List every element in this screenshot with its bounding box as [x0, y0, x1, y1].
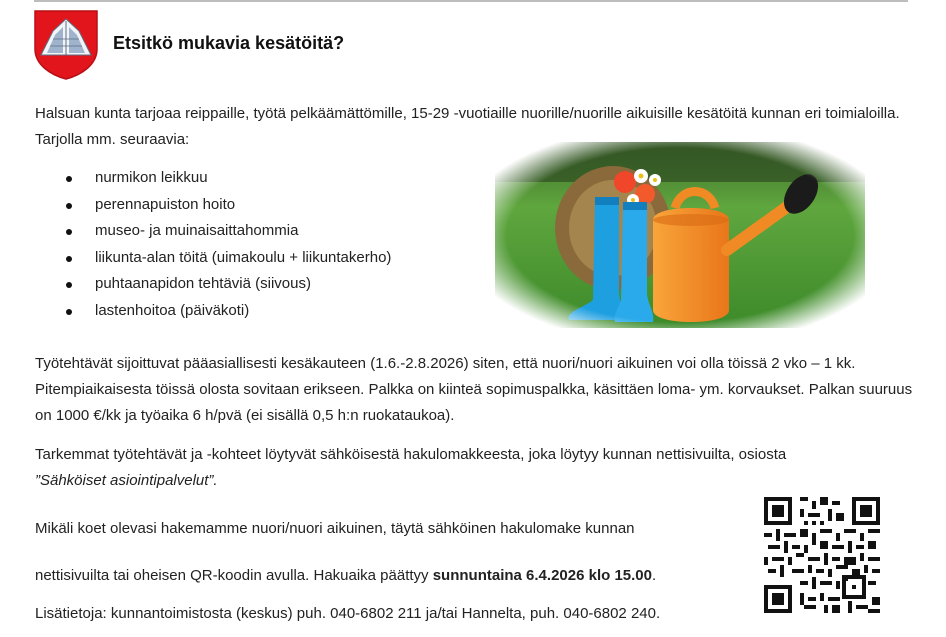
list-item: museo- ja muinaisaittahommia — [35, 218, 391, 245]
top-rule — [34, 0, 908, 2]
list-item: nurmikon leikkuu — [35, 165, 391, 192]
details-paragraph: Työtehtävät sijoittuvat pääasiallisesti kesäkauteen (1.6.-2.8.2026) siten, että nuori/nuori aikuinen voi olla töissä 2 vko – 1 kk. Pitempiaikaisesta töissä olosta sovitaan erikseen. Palkka on kiinteä sopimuspalkka, käsittäen loma- ym. korvaukset. Palkan suuruus on 1000 €/kk ja työaika 6 h/pvä (ei sisällä 0,5 h:n ruokataukoa). — [35, 355, 913, 424]
municipal-coat-of-arms-icon — [33, 9, 99, 81]
qr-code-icon[interactable] — [764, 497, 880, 613]
more-info-paragraph — [35, 442, 915, 494]
apply-end: . — [651, 567, 657, 584]
list-item: perennapuiston hoito — [35, 192, 391, 219]
eservices-section-name: ”Sähköiset asiointipalvelut”. — [35, 472, 218, 489]
list-item: liikunta-alan töitä (uimakoulu + liikuntakerho) — [35, 245, 391, 272]
intro-paragraph: Halsuan kunta tarjoaa reippaille, työtä pelkäämättömille, 15-29 -vuotiaille nuorille/nuorille aikuisille kesätöitä kunnan eri toimialoilla. Tarjolla mm. seuraavia: — [35, 105, 900, 148]
list-item: lastenhoitoa (päiväkoti) — [35, 298, 391, 325]
contact-paragraph: Lisätietoja: kunnantoimistosta (keskus) puh. 040-6802 211 ja/tai Hannelta, puh. 040-6802 240. — [35, 605, 661, 622]
page-title: Etsitkö mukavia kesätöitä? — [113, 33, 345, 53]
rubber-boots-watering-can-photo — [495, 142, 865, 328]
more-info-text: Tarkemmat työtehtävät ja -kohteet löytyvät sähköisestä hakulomakkeesta, joka löytyy kunnan nettisivuilta, osiosta — [35, 446, 787, 463]
application-deadline: sunnuntaina 6.4.2026 klo 15.00 — [432, 567, 652, 584]
list-item: puhtaanapidon tehtäviä (siivous) — [35, 271, 391, 298]
apply-line-1: Mikäli koet olevasi hakemamme nuori/nuori aikuinen, täytä sähköinen hakulomake kunnan — [35, 520, 635, 537]
apply-line-2 — [35, 563, 755, 589]
apply-text: nettisivuilta tai oheisen QR-koodin avulla. Hakuaika päättyy — [35, 567, 433, 584]
task-list — [35, 165, 391, 325]
